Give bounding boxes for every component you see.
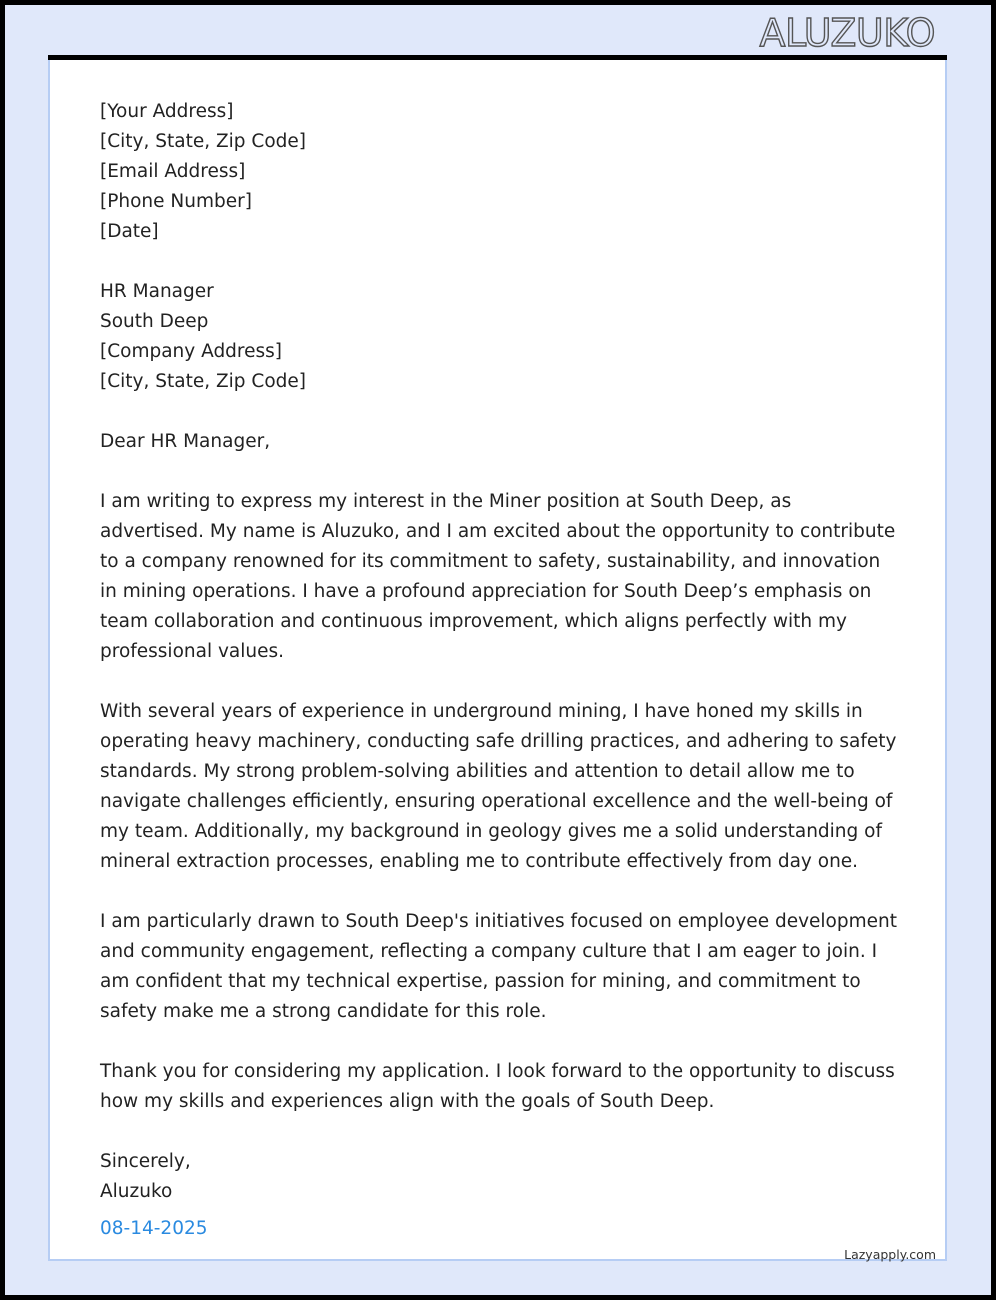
page-top-bar	[48, 55, 947, 60]
body-paragraph-3: I am particularly drawn to South Deep's initiatives focused on employee development and community engagement, reflecting a company culture that I am eager to join. I am confident that my technical expertise, passion for mining, and commitment to safety make me a strong candidate for this role.	[100, 911, 897, 1022]
closing-block	[100, 1147, 900, 1207]
recipient-address: [Company Address]	[100, 341, 283, 362]
brand-name: ALUZUKO	[759, 11, 935, 55]
sender-block	[100, 97, 900, 247]
recipient-title: HR Manager	[100, 281, 214, 302]
recipient-block	[100, 277, 900, 397]
recipient-city-state-zip: [City, State, Zip Code]	[100, 371, 306, 392]
date-stamp: 08-14-2025	[100, 1218, 208, 1239]
body-paragraph-4: Thank you for considering my application. I look forward to the opportunity to discuss how my skills and experiences align with the goals of South Deep.	[100, 1061, 895, 1112]
sender-date: [Date]	[100, 221, 159, 242]
recipient-company: South Deep	[100, 311, 209, 332]
sender-address: [Your Address]	[100, 101, 234, 122]
sender-city-state-zip: [City, State, Zip Code]	[100, 131, 306, 152]
sender-email: [Email Address]	[100, 161, 246, 182]
body-paragraph-1: I am writing to express my interest in the Miner position at South Deep, as advertised. My name is Aluzuko, and I am excited about the opportunity to contribute to a company renowned for its commitment to safety, sustainability, and innovation in mining operations. I have a profound appreciation for South Deep’s emphasis on team collaboration and continuous improvement, which aligns perfectly with my professional values.	[100, 491, 896, 662]
letter-content	[100, 97, 900, 1207]
closing: Sincerely,	[100, 1151, 191, 1172]
signature: Aluzuko	[100, 1181, 173, 1202]
body-paragraph-2: With several years of experience in underground mining, I have honed my skills in operating heavy machinery, conducting safe drilling practices, and adhering to safety standards. My strong problem-solving abilities and attention to detail allow me to navigate challenges efficiently, ensuring operational excellence and the well-being of my team. Additionally, my background in geology gives me a solid understanding of mineral extraction processes, enabling me to contribute effectively from day one.	[100, 701, 897, 872]
salutation: Dear HR Manager,	[100, 431, 271, 452]
footer-watermark[interactable]: Lazyapply.com	[844, 1247, 936, 1262]
sender-phone: [Phone Number]	[100, 191, 252, 212]
